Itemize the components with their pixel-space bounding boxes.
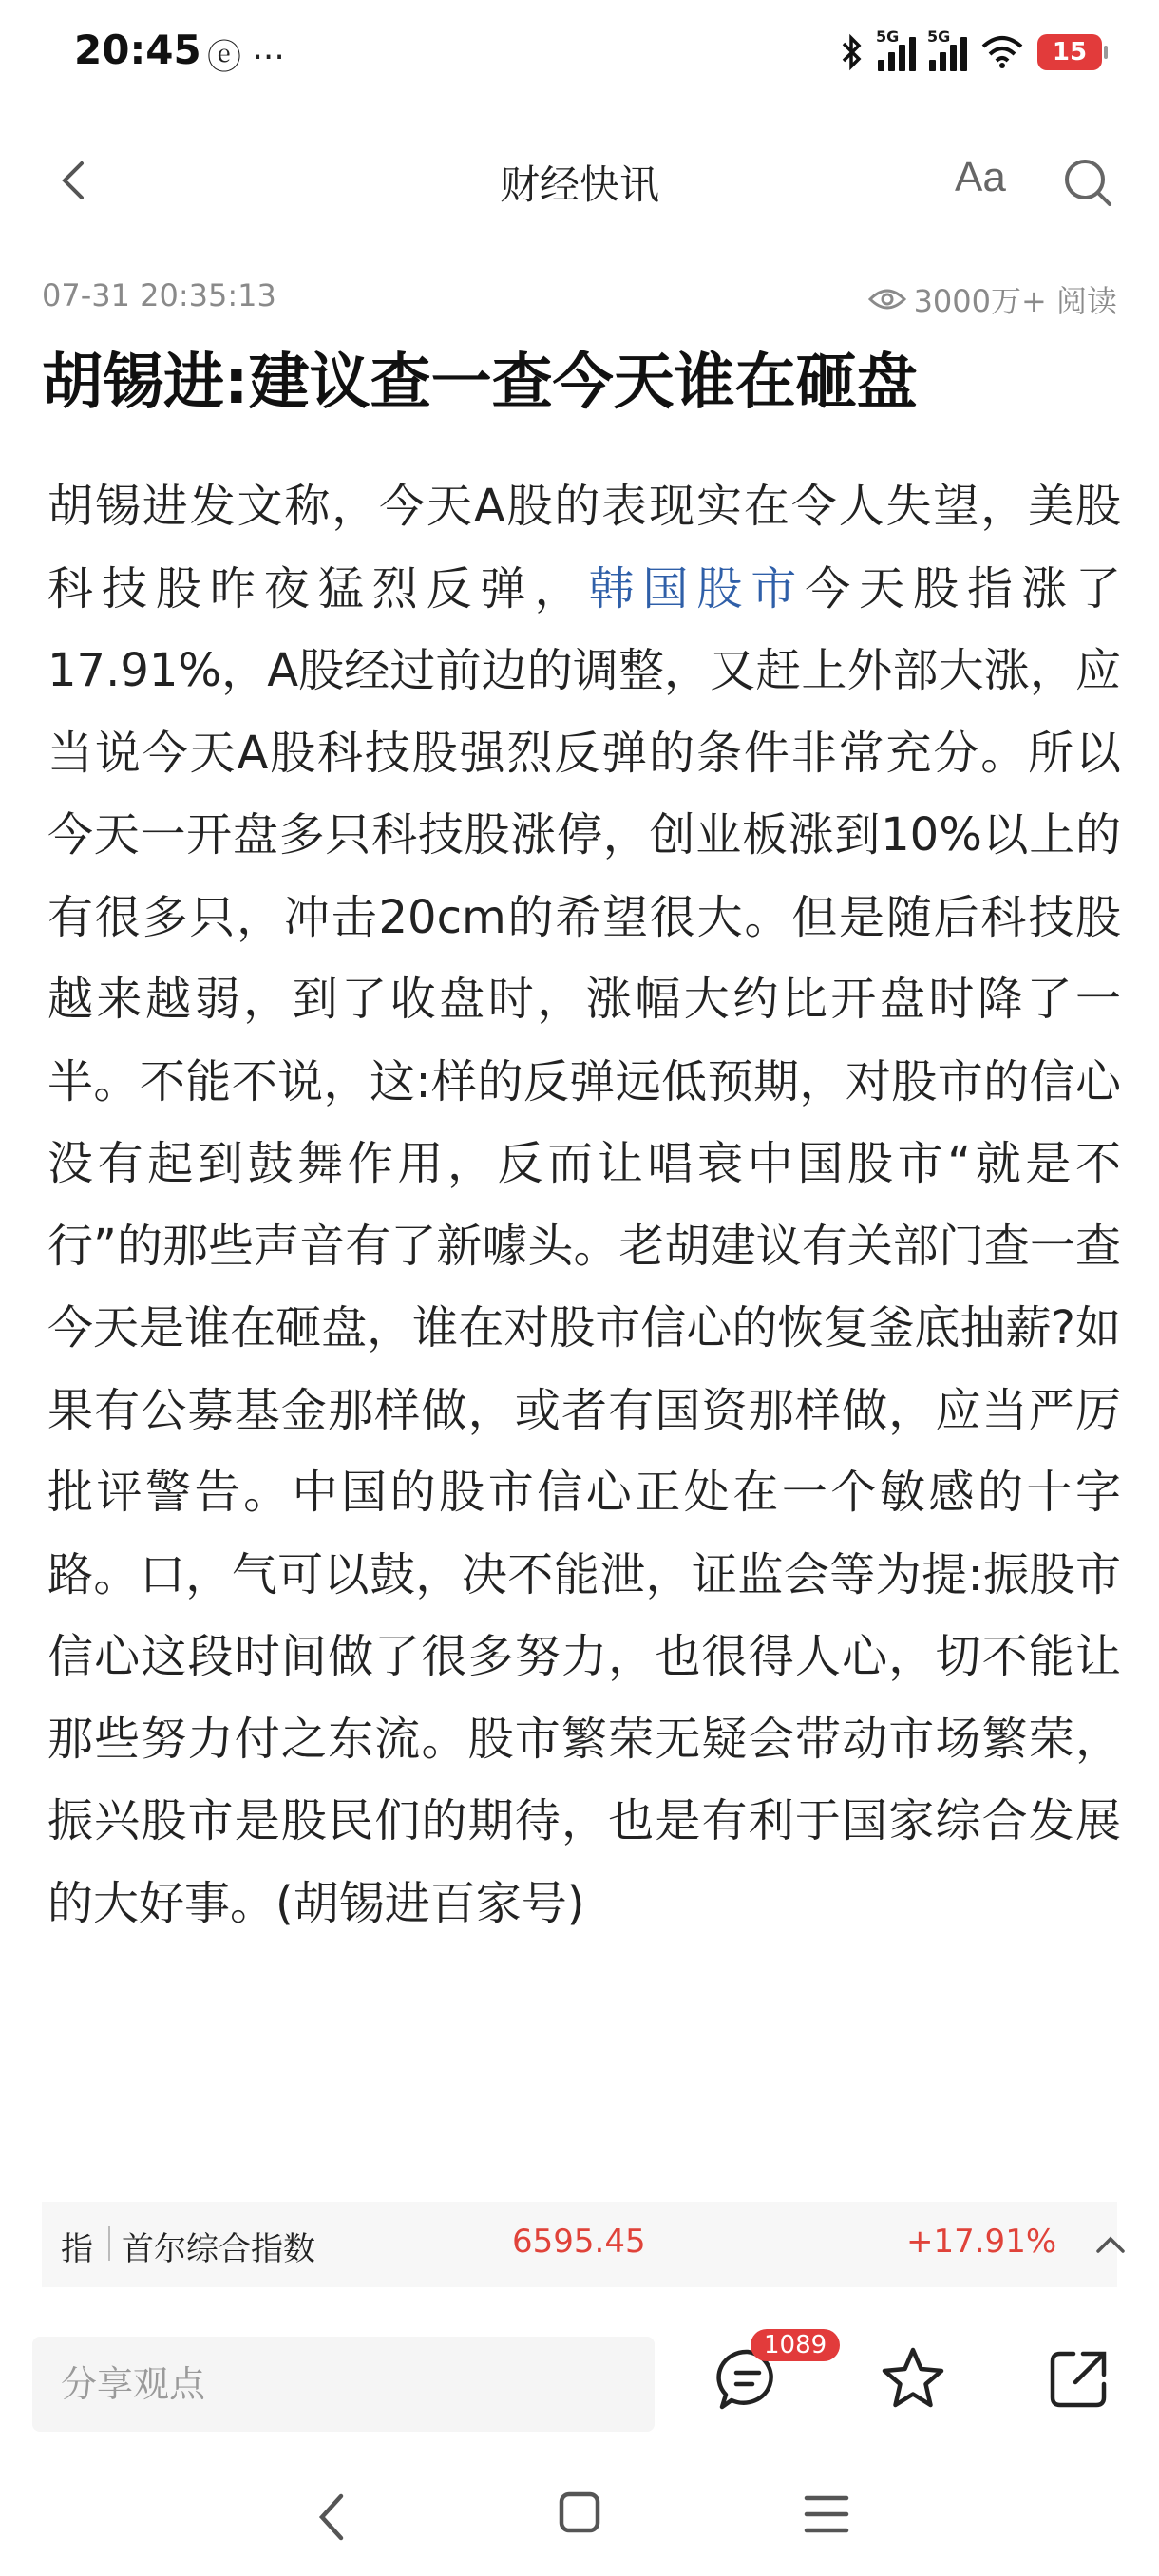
battery-icon: 15 [1037, 34, 1102, 70]
stock-link[interactable]: 韩国股市 [588, 561, 806, 616]
index-price: 6595.45 [512, 2223, 646, 2261]
article-timestamp: 07-31 20:35:13 [42, 277, 276, 313]
stock-quote-bar[interactable] [42, 2202, 1117, 2287]
page-title: 财经快讯 [499, 161, 659, 208]
status-indicators [840, 28, 1102, 76]
comment-count-badge: 1089 [750, 2329, 840, 2361]
signal-label-2: 5G [927, 28, 951, 46]
divider [108, 2226, 110, 2261]
index-tag: 指 [61, 2230, 93, 2268]
star-icon[interactable] [879, 2344, 947, 2413]
bluetooth-icon [840, 33, 864, 71]
article-text-part1: 胡锡进发文称，今天A股的表现实在令人失望，美股科技股昨夜猛烈反弹， [48, 480, 1121, 616]
comment-input[interactable]: 分享观点 [32, 2337, 655, 2432]
system-back-icon[interactable] [309, 2489, 356, 2546]
status-notification-icons: ⓔ ··· [207, 38, 285, 77]
view-count-text: 3000万+ 阅读 [913, 283, 1117, 319]
header [0, 133, 1159, 228]
signal-icon-2 [927, 28, 967, 71]
eye-icon [868, 286, 906, 313]
article-text-part2: 今天股指涨了17.91%，A股经过前边的调整，又赶上外部大涨，应当说今天A股科技股强烈反弹的条件非常充分。所以今天一开盘多只科技股涨停，创业板涨到10%以上的有很多只，冲击20cm的希望很大。但是随后科技股越来越弱，到了收盘时，涨幅大约比开盘时降了一半。不能不说，这:样的反弹远低预期，对股市的信心没有起到鼓舞作用，反而让唱衰中国股市“就是不行”的那些声音有了新噱头。老胡建议有关部门查一查今天是谁在砸盘，谁在对股市信心的恢复釜底抽薪?如果有公募基金那样做，或者有国资那样做，应当严厉批评警告。中国的股市信心正处在一个敏感的十字路。口，气可以鼓，决不能泄，证监会等为提:振股市信心这段时间做了很多努力，也很得人心，切不能让那些努力付之东流。股市繁荣无疑会带动市场繁荣，振兴股市是股民们的期待，也是有利于国家综合发展的大好事。(胡锡进百家号) [48, 561, 1121, 1930]
bottom-action-bar [0, 2318, 1159, 2451]
search-icon[interactable] [1059, 154, 1116, 211]
article-title: 胡锡进:建议查一查今天谁在砸盘 [42, 348, 918, 418]
view-count [868, 277, 1117, 321]
article-body [48, 465, 1121, 1944]
index-name: 首尔综合指数 [122, 2230, 315, 2268]
system-home-icon[interactable] [556, 2489, 603, 2536]
status-time: 20:45 [74, 27, 201, 73]
status-bar [0, 0, 1159, 114]
signal-icon-1 [876, 28, 916, 71]
article-meta [42, 277, 1117, 325]
wifi-icon [980, 35, 1024, 69]
system-menu-icon[interactable] [803, 2492, 850, 2536]
chevron-up-icon[interactable] [1087, 2221, 1134, 2268]
index-change: +17.91% [906, 2223, 1057, 2261]
signal-label-1: 5G [876, 28, 900, 46]
font-size-button[interactable]: Aa [955, 154, 1006, 200]
share-icon[interactable] [1045, 2346, 1112, 2413]
system-nav-bar [0, 2460, 1159, 2565]
